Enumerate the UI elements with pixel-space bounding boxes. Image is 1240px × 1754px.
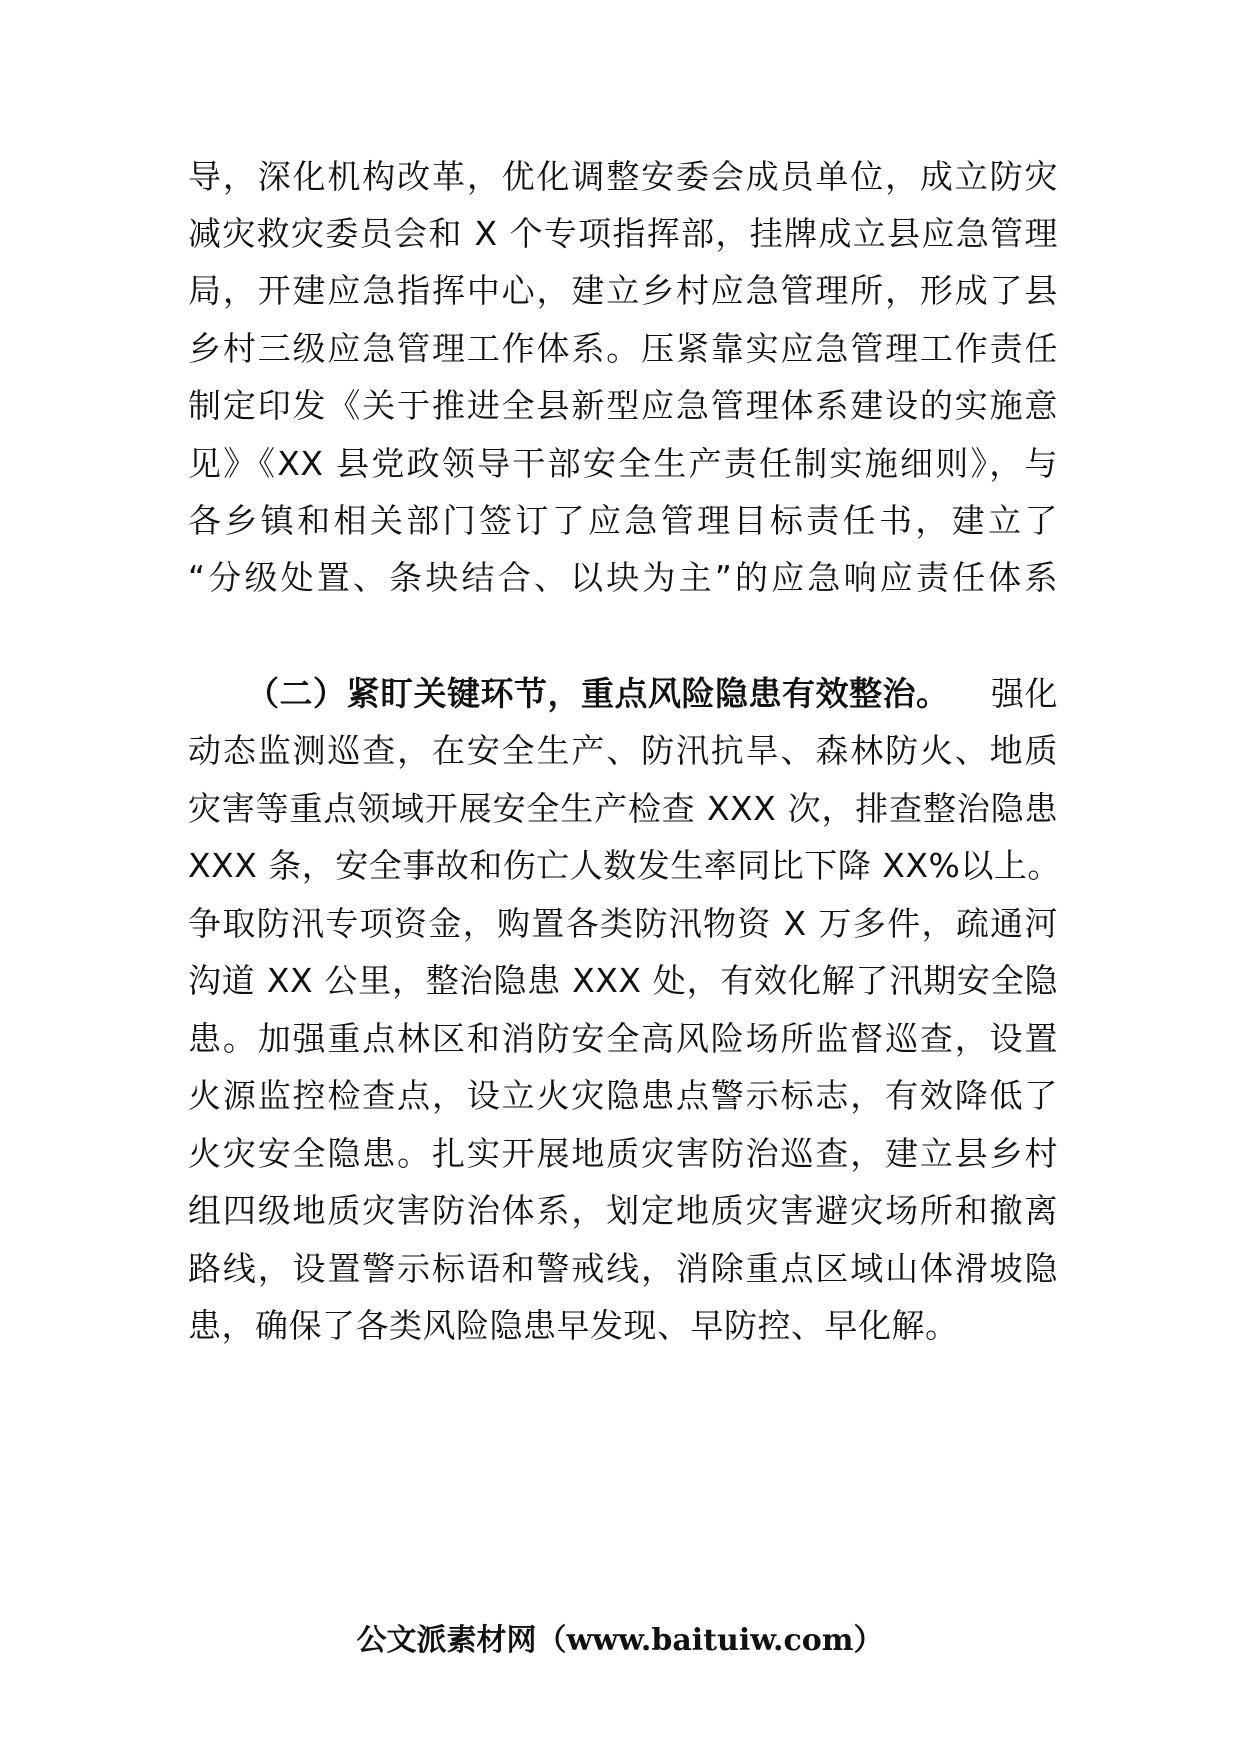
paragraph-line: 患。加强重点林区和消防安全高风险场所监督巡查，设置 <box>188 1019 1058 1058</box>
paragraph-line: 火源监控检查点，设立火灾隐患点警示标志，有效降低了 <box>188 1076 1058 1115</box>
paragraph-line: “分级处置、条块结合、以块为主”的应急响应责任体系 <box>188 558 1058 597</box>
paragraph-line: 局，开建应急指挥中心，建立乡村应急管理所，形成了县 <box>188 271 1058 310</box>
paragraph-line: 制定印发《关于推进全县新型应急管理体系建设的实施意 <box>188 386 1058 425</box>
section-heading: （二）紧盯关键环节，重点风险隐患有效整治。 <box>246 674 950 713</box>
paragraph-line: 各乡镇和相关部门签订了应急管理目标责任书，建立了 <box>188 501 1058 540</box>
section-heading-tail: 强化 <box>991 674 1058 713</box>
paragraph-line: 乡村三级应急管理工作体系。压紧靠实应急管理工作责任 <box>188 329 1058 368</box>
paragraph-line: 见》《XX 县党政领导干部安全生产责任制实施细则》，与 <box>188 444 1058 483</box>
paragraph-line: 路线，设置警示标语和警戒线，消除重点区域山体滑坡隐 <box>188 1249 1058 1288</box>
paragraph-line: 争取防汛专项资金，购置各类防汛物资 X 万多件，疏通河 <box>188 904 1058 943</box>
section-heading-line <box>246 674 1058 714</box>
footer-watermark-text: 公文派素材网（www.baituiw.com） <box>356 1623 884 1658</box>
paragraph-line: 沟道 XX 公里，整治隐患 XXX 处，有效化解了汛期安全隐 <box>188 961 1058 1000</box>
paragraph-line: XXX 条，安全事故和伤亡人数发生率同比下降 XX%以上。 <box>188 846 1061 885</box>
paragraph-line: 火灾安全隐患。扎实开展地质灾害防治巡查，建立县乡村 <box>188 1134 1058 1173</box>
paragraph-line: 导，深化机构改革，优化调整安委会成员单位，成立防灾 <box>188 157 1058 196</box>
paragraph-line: 减灾救灾委员会和 X 个专项指挥部，挂牌成立县应急管理 <box>188 214 1058 253</box>
paragraph-line: 组四级地质灾害防治体系，划定地质灾害避灾场所和撤离 <box>188 1191 1058 1230</box>
paragraph-line: 患，确保了各类风险隐患早发现、早防控、早化解。 <box>188 1306 959 1345</box>
paragraph-line: 动态监测巡查，在安全生产、防汛抗旱、森林防火、地质 <box>188 731 1058 770</box>
paragraph-line: 灾害等重点领域开展安全生产检查 XXX 次，排查整治隐患 <box>188 789 1058 828</box>
